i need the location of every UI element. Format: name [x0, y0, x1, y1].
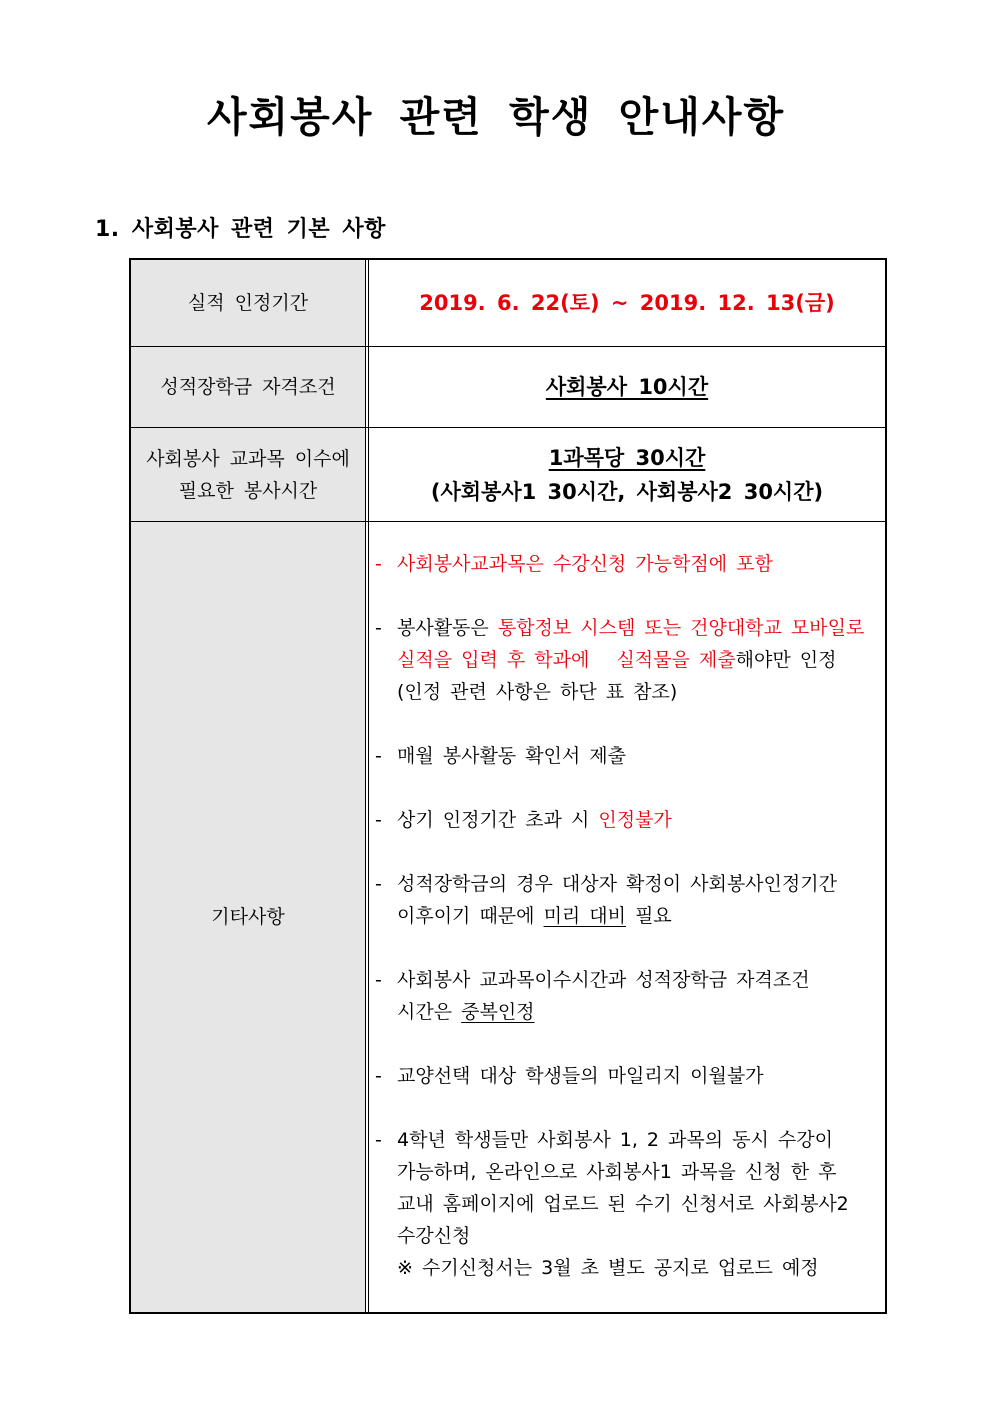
note-item: - 4학년 학생들만 사회봉사 1, 2 과목의 동시 수강이 가능하며, 온라인으로 사회봉사1 과목을 신청 한 후 교내 홈페이지에 업로드 된 수기 신청서로 사회봉사2 수강신청 ※ 수기신청서는 3월 초 별도 공지로 업로드 예정 [375, 1129, 849, 1279]
table-row-scholarship [131, 347, 885, 428]
note-item: - 매월 봉사활동 확인서 제출 [375, 745, 627, 767]
value-course-hours-line2: (사회봉사1 30시간, 사회봉사2 30시간) [430, 479, 824, 504]
section-heading: 1. 사회봉사 관련 기본 사항 [95, 217, 386, 242]
note-item: - 사회봉사교과목은 수강신청 가능학점에 포함 [375, 553, 773, 575]
page-title: 사회봉사 관련 학생 안내사항 [206, 93, 786, 141]
label-period: 실적 인정기간 [131, 260, 365, 346]
label-course-hours-line1: 사회봉사 교과목 이수에 [146, 447, 350, 470]
notes-list [375, 548, 877, 1284]
label-course-hours-cell [131, 428, 365, 521]
table-row-course-hours [131, 428, 885, 522]
note-item: - 성적장학금의 경우 대상자 확정이 사회봉사인정기간 이후이기 때문에 미리 대비 필요 [375, 873, 837, 927]
value-period: 2019. 6. 22(토) ~ 2019. 12. 13(금) [419, 291, 835, 315]
note-item: - 상기 인정기간 초과 시 인정불가 [375, 809, 672, 831]
label-other: 기타사항 [131, 522, 365, 1312]
value-scholarship: 사회봉사 10시간 [545, 375, 709, 399]
label-scholarship: 성적장학금 자격조건 [131, 347, 365, 427]
note-item: - 사회봉사 교과목이수시간과 성적장학금 자격조건 시간은 중복인정 [375, 969, 810, 1023]
note-item: - 봉사활동은 통합정보 시스템 또는 건양대학교 모바일로 실적을 입력 후 학과에 실적물을 제출해야만 인정 (인정 관련 사항은 하단 표 참조) [375, 617, 865, 703]
label-course-hours-line2: 필요한 봉사시간 [178, 479, 318, 502]
info-table [129, 258, 887, 1314]
value-scholarship-cell [369, 347, 885, 427]
note-item: - 교양선택 대상 학생들의 마일리지 이월불가 [375, 1065, 764, 1087]
value-course-hours-cell [369, 428, 885, 521]
column-divider [365, 522, 369, 1312]
table-row-other [131, 522, 885, 1312]
table-row-period [131, 260, 885, 347]
value-course-hours-line1: 1과목당 30시간 [548, 445, 706, 470]
